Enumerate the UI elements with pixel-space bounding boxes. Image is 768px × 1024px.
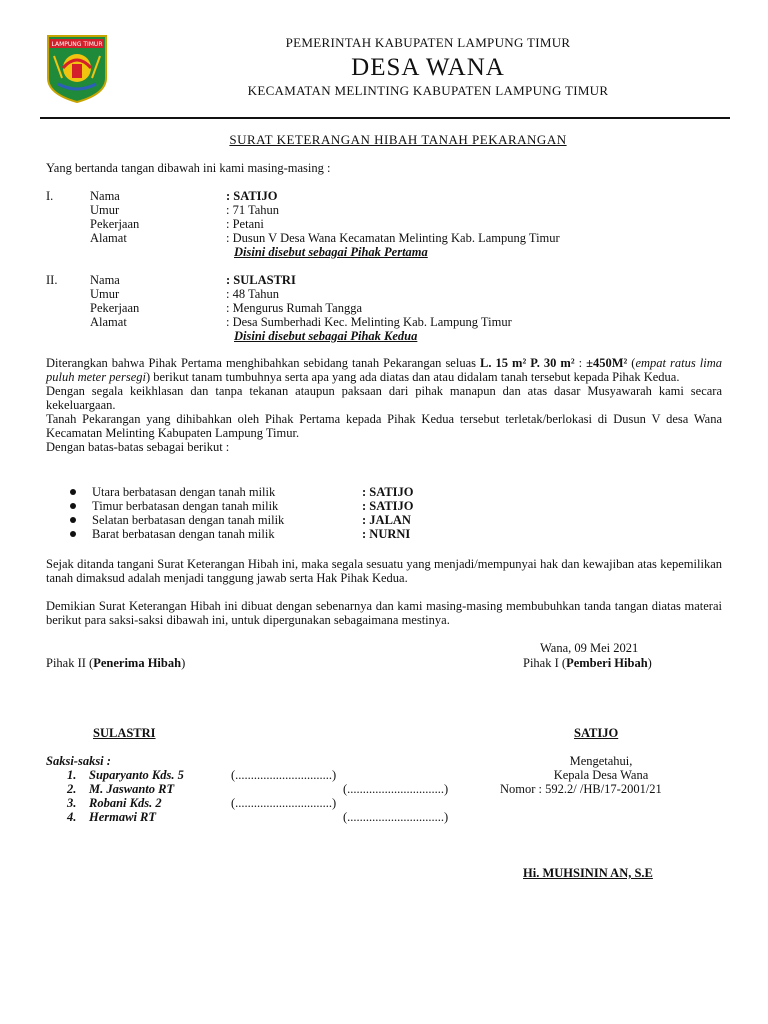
field-label: Umur: [90, 287, 120, 301]
witness-name: Suparyanto Kds. 5: [89, 768, 184, 782]
border-label: Utara berbatasan dengan tanah milik: [92, 485, 276, 499]
field-label: Pekerjaan: [90, 217, 140, 231]
first-party-caption: Pihak I (Pemberi Hibah): [523, 656, 652, 670]
first-party-signatory: SATIJO: [574, 726, 619, 740]
intro-text: Yang bertanda tangan dibawah ini kami masing-masing :: [46, 161, 331, 175]
witness-signature-blank: (...............................): [343, 810, 449, 824]
witness-signature-blank: (...............................): [231, 768, 337, 782]
field-label: Alamat: [90, 315, 127, 329]
witness-name: Hermawi RT: [89, 810, 157, 824]
second-party-signatory: SULASTRI: [93, 726, 156, 740]
closing-statement: [46, 599, 722, 627]
party-number: II.: [46, 273, 58, 287]
grant-statement: Diterangkan bahwa Pihak Pertama menghibahkan sebidang tanah Pekarangan seluas L. 15 m² P. 30 m² : ±450M² (empat ratus lima puluh meter persegi) berikut tanam tumbuhnya serta apa yang ada diatas dan atau didalam tanah tersebut kepada Pihak Kedua.: [46, 356, 722, 384]
witnesses-title: Saksi-saksi :: [46, 754, 111, 768]
border-value: : SATIJO: [362, 485, 414, 499]
bullet-icon: [70, 531, 76, 537]
village-head-name: Hi. MUHSININ AN, S.E: [523, 866, 653, 880]
border-value: : JALAN: [362, 513, 411, 527]
field-value: : Desa Sumberhadi Kec. Melinting Kab. Lampung Timur: [226, 315, 512, 329]
header-rule: [40, 117, 730, 119]
witness-name: M. Jaswanto RT: [89, 782, 175, 796]
field-value: : 71 Tahun: [226, 203, 280, 217]
field-label: Nama: [90, 273, 120, 287]
border-value: : SATIJO: [362, 499, 414, 513]
party-number: I.: [46, 189, 54, 203]
approval-position: Kepala Desa Wana: [553, 768, 649, 782]
party-role: Disini disebut sebagai Pihak Kedua: [234, 329, 418, 343]
witness-number: 3.: [67, 796, 77, 810]
field-value: : 48 Tahun: [226, 287, 280, 301]
body-text: [46, 356, 722, 454]
logo-text: LAMPUNG TIMUR: [51, 41, 103, 48]
place-date: Wana, 09 Mei 2021: [540, 641, 639, 655]
field-label: Alamat: [90, 231, 127, 245]
field-value: : Petani: [226, 217, 264, 231]
field-label: Pekerjaan: [90, 301, 140, 315]
document-title: SURAT KETERANGAN HIBAH TANAH PEKARANGAN: [229, 132, 567, 147]
border-label: Barat berbatasan dengan tanah milik: [92, 527, 275, 541]
witness-name: Robani Kds. 2: [89, 796, 162, 810]
bullet-icon: [70, 489, 76, 495]
witness-number: 1.: [67, 768, 77, 782]
border-label: Selatan berbatasan dengan tanah milik: [92, 513, 285, 527]
approval-number: Nomor : 592.2/ /HB/17-2001/21: [500, 782, 662, 796]
field-label: Nama: [90, 189, 120, 203]
border-value: : NURNI: [362, 527, 411, 541]
field-value: : SULASTRI: [226, 273, 296, 287]
party-role: Disini disebut sebagai Pihak Pertama: [234, 245, 428, 259]
second-party-caption: Pihak II (Penerima Hibah): [46, 656, 186, 670]
witness-number: 2.: [67, 782, 77, 796]
bullet-icon: [70, 503, 76, 509]
field-label: Umur: [90, 203, 120, 217]
responsibility-statement: [46, 557, 722, 585]
witness-signature-blank: (...............................): [343, 782, 449, 796]
header-district: KECAMATAN MELINTING KABUPATEN LAMPUNG TIMUR: [247, 83, 609, 98]
header-government: PEMERINTAH KABUPATEN LAMPUNG TIMUR: [285, 35, 571, 50]
approval-acknowledged: Mengetahui,: [569, 754, 633, 768]
header-village: DESA WANA: [351, 54, 505, 81]
closing-text: Demikian Surat Keterangan Hibah ini dibuat dengan sebenarnya dan kami masing-masing membubuhkan tanda tangan diatas materai berikut para saksi-saksi dibawah ini, untuk dipergunakan sebagaimana mestinya.: [46, 599, 722, 627]
location-statement: Tanah Pekarangan yang dihibahkan oleh Pihak Pertama kepada Pihak Kedua tersebut terletak/berlokasi di Dusun V desa Wana Kecamatan Melinting Kabupaten Lampung Timur.: [46, 412, 722, 440]
bullet-icon: [70, 517, 76, 523]
responsibility-text: Sejak ditanda tangani Surat Keterangan Hibah ini, maka segala sesuatu yang menjadi/mempunyai hak dan kewajiban atas kepemilikan tanah dimaksud adalah menjadi tanggung jawab serta Hak Pihak Kedua.: [46, 557, 722, 585]
field-value: : Mengurus Rumah Tangga: [226, 301, 363, 315]
border-label: Timur berbatasan dengan tanah milik: [92, 499, 279, 513]
voluntary-statement: Dengan segala keikhlasan dan tanpa tekanan ataupun paksaan dari pihak manapun dan atas dasar Musyawarah kami secara kekeluargaan.: [46, 384, 722, 412]
witness-number: 4.: [67, 810, 77, 824]
field-value: : SATIJO: [226, 189, 278, 203]
witness-signature-blank: (...............................): [231, 796, 337, 810]
field-value: : Dusun V Desa Wana Kecamatan Melinting Kab. Lampung Timur: [226, 231, 560, 245]
borders-intro: Dengan batas-batas sebagai berikut :: [46, 440, 230, 454]
